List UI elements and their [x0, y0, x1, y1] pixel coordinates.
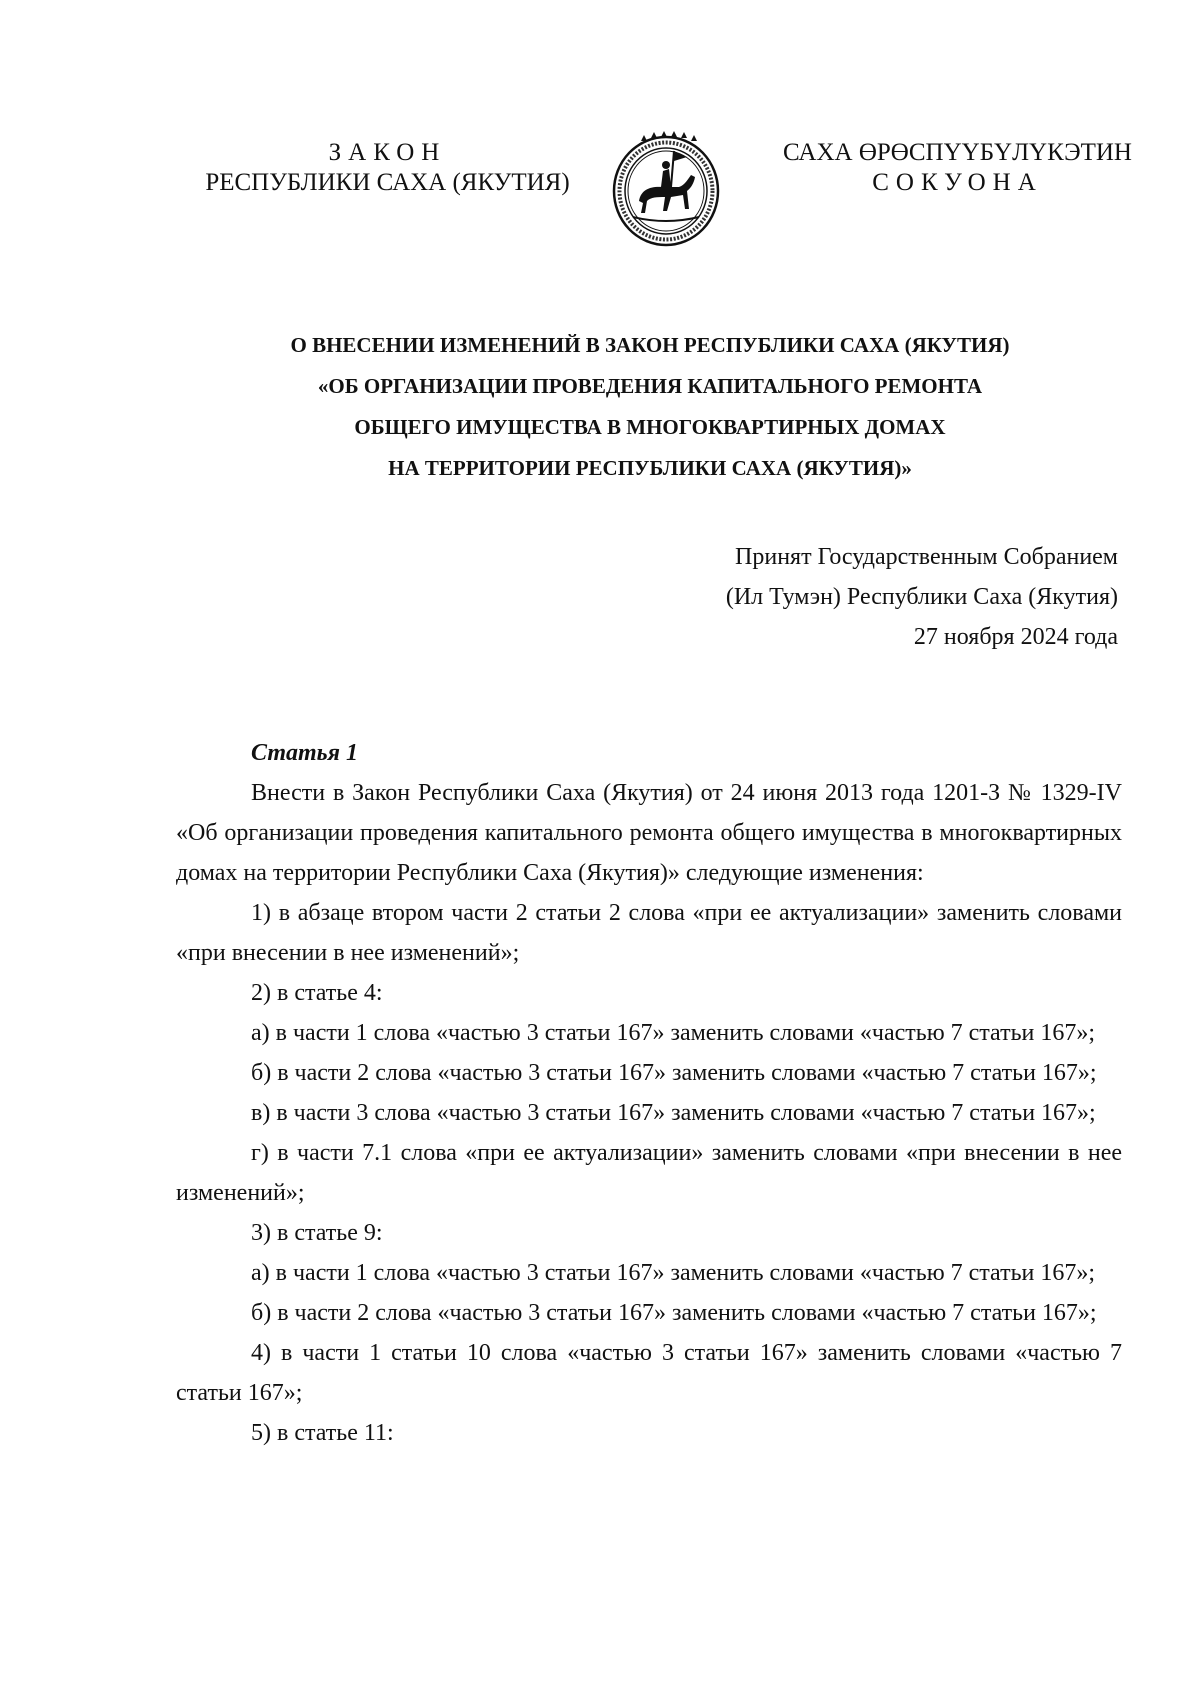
- title-line-3: ОБЩЕГО ИМУЩЕСТВА В МНОГОКВАРТИРНЫХ ДОМАХ: [354, 415, 946, 439]
- adoption-line-1: Принят Государственным Собранием: [735, 544, 1118, 570]
- paragraph: в) в части 3 слова «частью 3 статьи 167» заменить словами «частью 7 статьи 167»;: [251, 1100, 1096, 1126]
- paragraph: б) в части 2 слова «частью 3 статьи 167» заменить словами «частью 7 статьи 167»;: [251, 1060, 1097, 1086]
- document-body: [176, 733, 1122, 1453]
- adoption-block: [726, 537, 1118, 657]
- header-left-line1: ЗАКОН: [328, 139, 447, 166]
- title-line-2: «ОБ ОРГАНИЗАЦИИ ПРОВЕДЕНИЯ КАПИТАЛЬНОГО РЕМОНТА: [317, 374, 983, 398]
- paragraph: г) в части 7.1 слова «при ее актуализации» заменить словами «при внесении в нее изменений»;: [176, 1140, 1122, 1206]
- paragraph: Внести в Закон Республики Саха (Якутия) от 24 июня 2013 года 1201-З № 1329-IV «Об организации проведения капитального ремонта общего имущества в многоквартирных домах на территории Республики Саха (Якутия)» следующие изменения:: [176, 780, 1122, 886]
- header-right: [765, 138, 1150, 198]
- adoption-line-2: (Ил Тумэн) Республики Саха (Якутия): [725, 584, 1118, 610]
- sakha-republic-coat-of-arms-icon: [611, 131, 721, 247]
- paragraph: 5) в статье 11:: [251, 1420, 394, 1446]
- title-line-4: НА ТЕРРИТОРИИ РЕСПУБЛИКИ САХА (ЯКУТИЯ)»: [388, 456, 912, 480]
- paragraph: б) в части 2 слова «частью 3 статьи 167» заменить словами «частью 7 статьи 167»;: [251, 1300, 1097, 1326]
- header-left-line2: РЕСПУБЛИКИ САХА (ЯКУТИЯ): [205, 169, 570, 196]
- paragraph: а) в части 1 слова «частью 3 статьи 167» заменить словами «частью 7 статьи 167»;: [251, 1020, 1096, 1046]
- paragraph: 2) в статье 4:: [251, 980, 383, 1006]
- document-title: [150, 325, 1150, 489]
- header-right-line1: САХА ӨРӨСПҮҮБҮЛҮКЭТИН: [783, 139, 1132, 166]
- paragraph: 4) в части 1 статьи 10 слова «частью 3 статьи 167» заменить словами «частью 7 статьи 167»;: [176, 1340, 1122, 1406]
- paragraph: 1) в абзаце втором части 2 статьи 2 слова «при ее актуализации» заменить словами «при внесении в нее изменений»;: [176, 900, 1122, 966]
- paragraph: 3) в статье 9:: [251, 1220, 383, 1246]
- adoption-date: 27 ноября 2024 года: [913, 624, 1118, 650]
- header-right-line2: СОКУОНА: [872, 169, 1043, 196]
- header-left: [195, 138, 580, 198]
- title-line-1: О ВНЕСЕНИИ ИЗМЕНЕНИЙ В ЗАКОН РЕСПУБЛИКИ САХА (ЯКУТИЯ): [290, 333, 1010, 357]
- paragraph: а) в части 1 слова «частью 3 статьи 167» заменить словами «частью 7 статьи 167»;: [251, 1260, 1096, 1286]
- article-heading: Статья 1: [251, 740, 359, 766]
